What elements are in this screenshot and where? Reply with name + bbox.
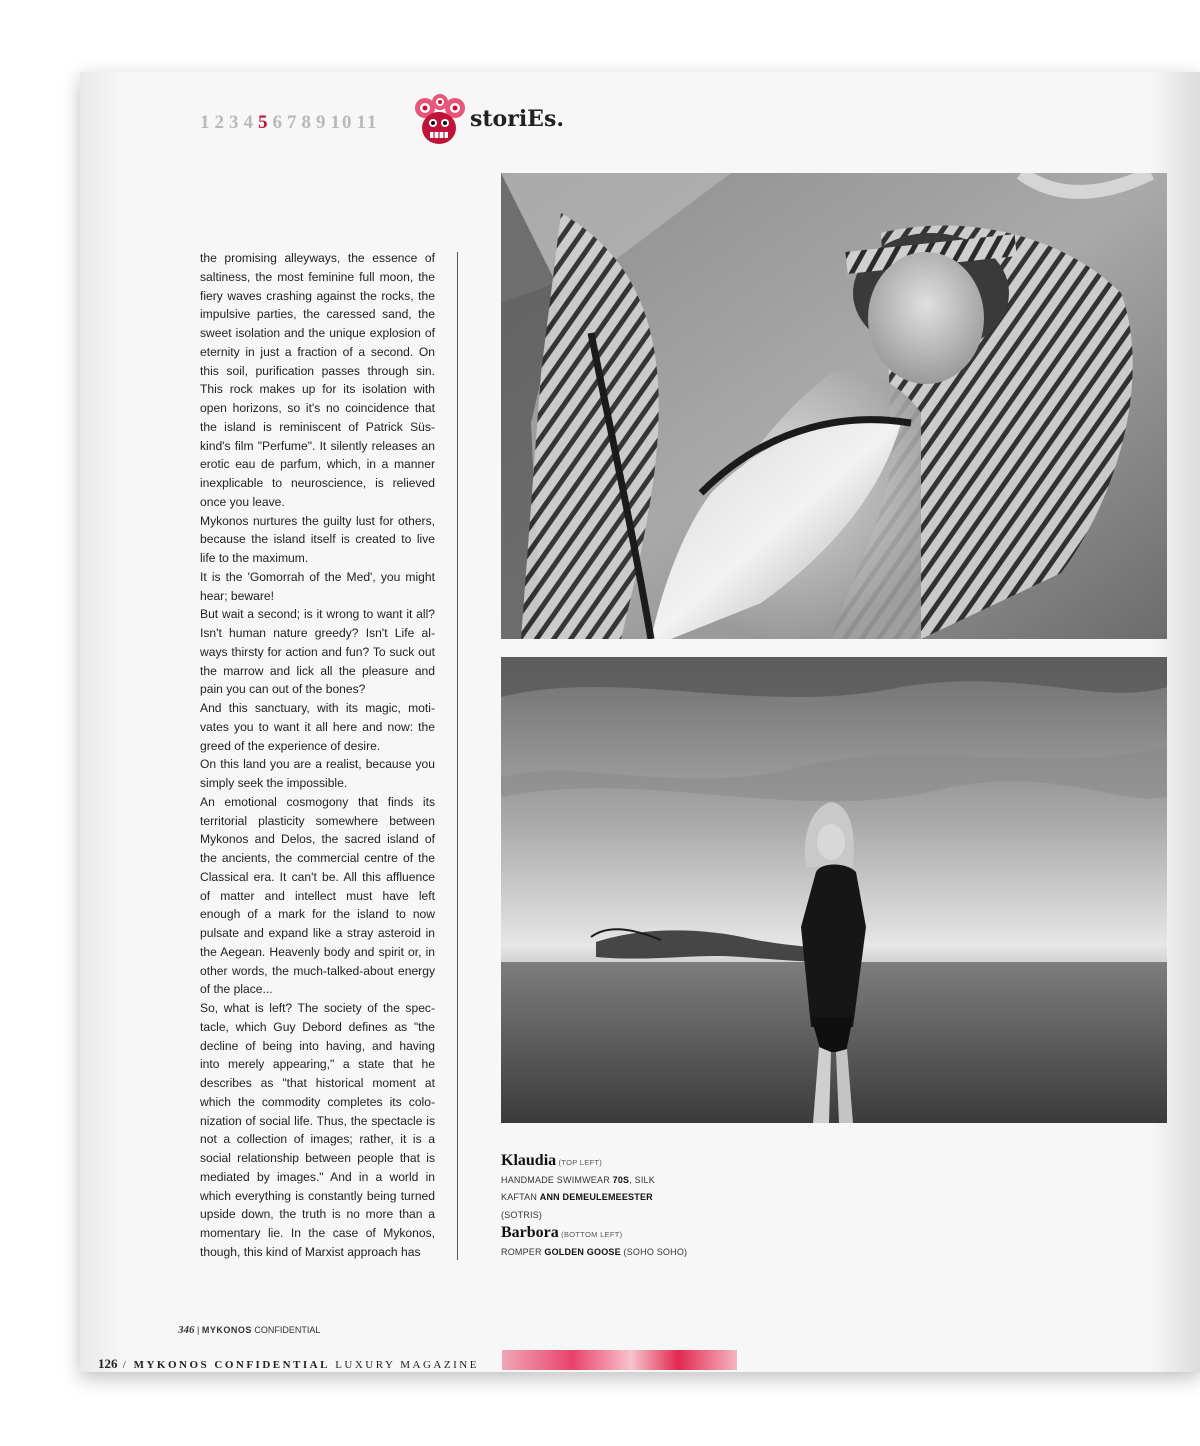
inner-page-number: 346 [178, 1324, 195, 1336]
footer-page-number: 126 [98, 1356, 118, 1371]
next-page-color-strip [502, 1350, 737, 1370]
article-paragraph: And this sanctuary, with its magic, motivates you to want it all here and now: the greed of the experience of desire. [200, 701, 435, 753]
footer-brand: MYKONOS CONFIDENTIAL [133, 1359, 330, 1371]
article-paragraph: An emotional cosmogony that finds its territorial plasticity somewhere between Mykonos and Delos, the sacred island of the ancients, the commercial centre of the Classical era. It can't be. All this affluence of matter and intellect must have left enough of a mark for the island to now pulsate and expand like a stray asteroid in the Aegean. Heavenly body and spirit or, in other words, the much-talked-about energy of the place... [200, 794, 435, 997]
article-paragraph: On this land you are a realist, because you simply seek the impossible. [200, 757, 435, 790]
page-gutter-shadow [80, 72, 124, 1372]
footer-separator: / [122, 1359, 129, 1371]
credit-item: HANDMADE SWIMWEAR [501, 1174, 613, 1185]
model-name: Klaudia [501, 1152, 557, 1169]
story-number-1: 1 [200, 112, 212, 133]
credit-item: (SOTRIS) [501, 1209, 543, 1220]
photo-credits [501, 1152, 741, 1261]
credit-item: KAFTAN [501, 1192, 540, 1202]
photo-klaudia [501, 173, 1167, 639]
story-number-8: 8 [301, 112, 313, 133]
credit-line [501, 1244, 741, 1262]
article-paragraph: the promising alleyways, the essence of saltiness, the most feminine full moon, the fiery waves crashing against the rocks, the impulsive parties, the caressed sand, the sweet isolation and the unique explosion of eternity in just a fraction of a second. On this soil, purification passes through sin. This rock makes up for its isolation with open horizons, so it's no coincidence that the island is reminiscent of Patrick Süskind's film "Perfume". It silently releases an erotic eau de parfum, which, in a manner inexplicable to neuroscience, is relieved once you leave. [200, 251, 435, 509]
caption-heading [501, 1224, 741, 1244]
story-number-10: 10 [330, 112, 354, 133]
story-number-5: 5 [258, 112, 270, 133]
credit-line [501, 1189, 741, 1207]
story-number-4: 4 [243, 112, 255, 133]
article-paragraph: But wait a second; is it wrong to want it all? Isn't human nature greedy? Isn't Life always thirsty for action and fun? To suck out the marrow and lick all the pleasure and pain you can out of the bones? [200, 607, 435, 697]
credit-brand: GOLDEN GOOSE [544, 1246, 621, 1257]
model-name: Barbora [501, 1224, 559, 1241]
footer-suffix: LUXURY MAGAZINE [335, 1359, 479, 1371]
credit-brand: ANN DEMEULEMEESTER [539, 1192, 653, 1202]
magazine-footer [98, 1356, 479, 1372]
story-number-nav [200, 112, 381, 136]
inner-page-folio [178, 1324, 320, 1336]
photo-position: (TOP LEFT) [556, 1158, 603, 1167]
story-number-2: 2 [214, 112, 226, 133]
inner-folio-brand: MYKONOS [201, 1325, 252, 1335]
article-body [200, 249, 435, 1262]
credit-item: ROMPER [501, 1246, 545, 1257]
story-number-7: 7 [287, 112, 299, 133]
inner-folio-suffix: CONFIDENTIAL [254, 1325, 321, 1335]
article-paragraph: Mykonos nurtures the guilty lust for others, because the island itself is created to live life to the maximum. [200, 513, 435, 565]
credit-brand: 70S [612, 1174, 630, 1185]
credit-store: (SOHO SOHO) [620, 1246, 688, 1257]
article-paragraph: It is the 'Gomorrah of the Med', you might hear; beware! [200, 569, 435, 603]
story-number-11: 11 [356, 112, 379, 133]
story-number-6: 6 [272, 112, 284, 133]
robot-face-logo-icon [411, 94, 467, 146]
caption-heading [501, 1152, 741, 1172]
credit-store: , SILK [629, 1174, 655, 1185]
story-number-3: 3 [229, 112, 241, 133]
story-number-9: 9 [316, 112, 328, 133]
photo-position: (BOTTOM LEFT) [558, 1230, 623, 1239]
article-paragraph: So, what is left? The society of the spectacle, which Guy Debord defines as "the decline of being into having, and having into merely appearing," a state that he describes as "that historical moment at which the commodity completes its colonization of social life. Thus, the spectacle is not a collection of images; rather, it is a social relationship between people that is mediated by images." And in a world in which everything is constantly being turned upside down, the truth is no more than a momentary lie. In the case of Mykonos, though, this kind of Marxist approach has [200, 1001, 435, 1259]
credit-line [501, 1207, 741, 1225]
credit-line [501, 1172, 741, 1190]
inner-folio-separator: | [197, 1325, 200, 1335]
section-title: storiEs. [470, 106, 564, 132]
photo-barbora [501, 657, 1167, 1123]
column-divider [457, 252, 458, 1260]
